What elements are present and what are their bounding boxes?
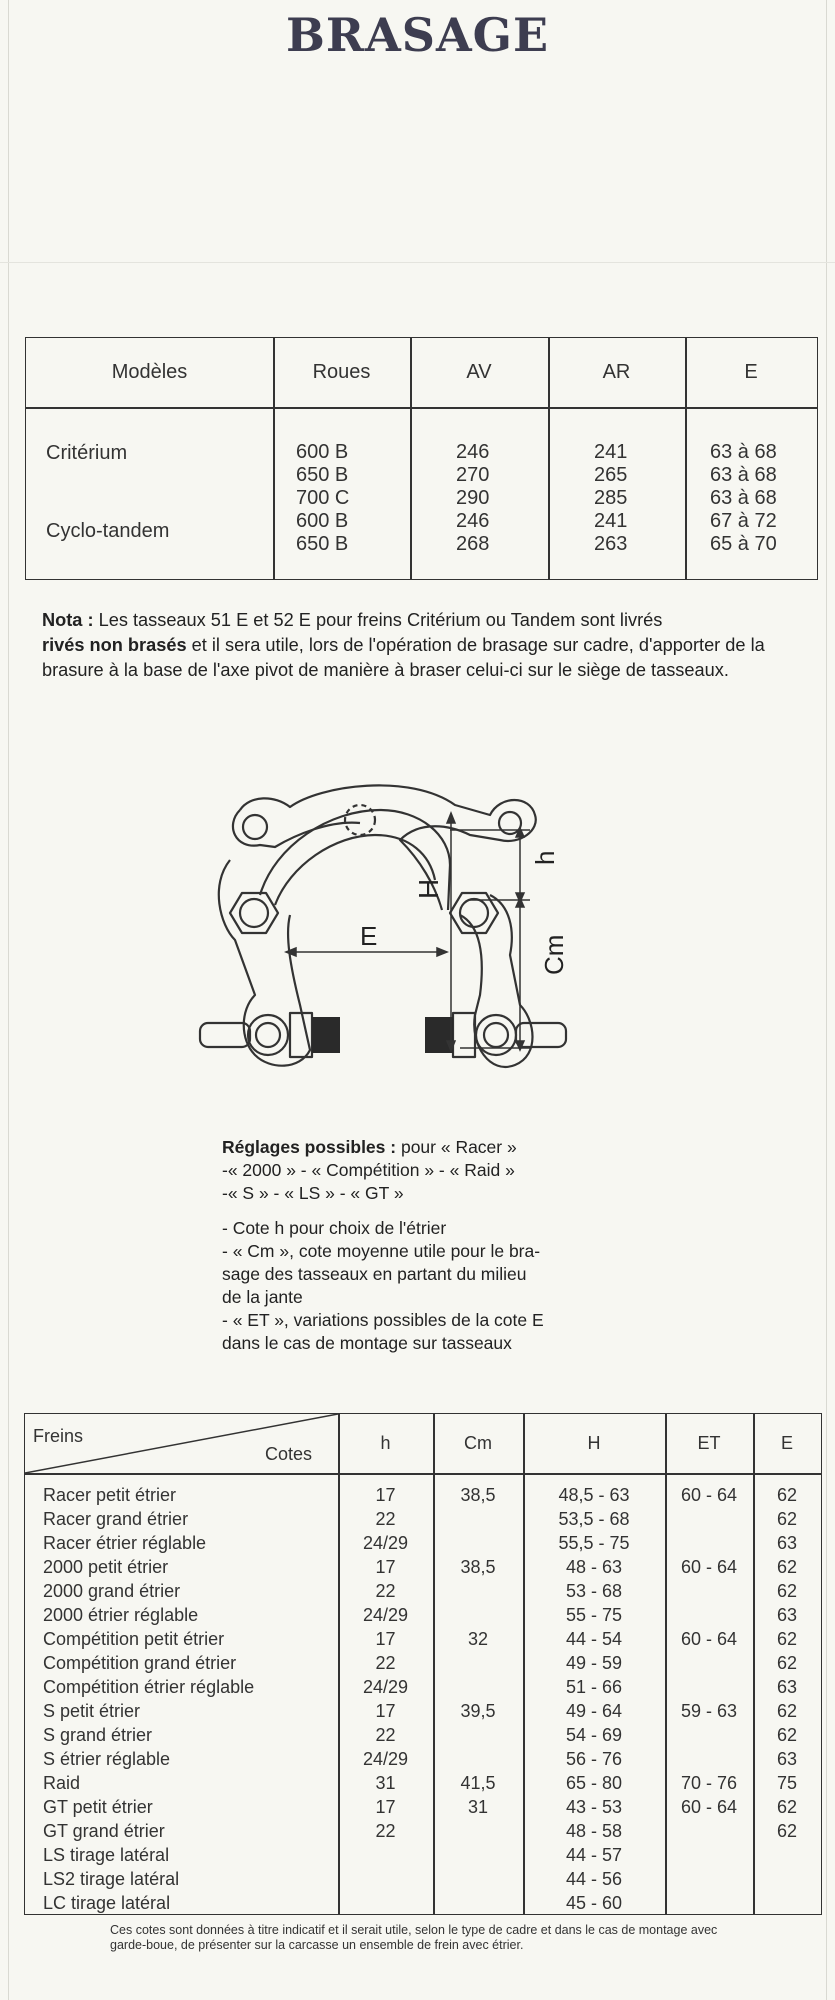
table-cell: 53 - 68 (565, 1581, 623, 1601)
label-h: h (530, 850, 560, 865)
table-cell: 55,5 - 75 (558, 1533, 630, 1553)
table-cell (433, 1651, 523, 1675)
table-cell (665, 1891, 753, 1915)
reglages-item-1: - Cote h pour choix de l'étrier (222, 1218, 447, 1238)
table-cell: 62 (776, 1485, 798, 1505)
table-cell: 62 (776, 1509, 798, 1529)
table-cell: 62 (776, 1653, 798, 1673)
reglages-item-2a: - « Cm », cote moyenne utile pour le bra- (222, 1241, 541, 1261)
header-h: h (380, 1433, 391, 1453)
table-cell: 56 - 76 (565, 1749, 623, 1769)
table-cell: 65 à 70 (710, 533, 777, 555)
table-cell: LC tirage latéral (43, 1893, 171, 1913)
table-cell: 38,5 (460, 1557, 496, 1577)
table-cell (665, 1867, 753, 1891)
right-shoe-bolt-inner (484, 1023, 508, 1047)
table-cell: 62 (776, 1797, 798, 1817)
column-cm (433, 1483, 523, 1915)
right-brake-pad (425, 1017, 453, 1053)
table-cell: 48 - 63 (565, 1557, 623, 1577)
table-cell: 59 - 63 (680, 1701, 738, 1721)
nota-text-2: et il sera utile, lors de l'opération de brasage sur cadre, d'apporter de la brasure à la base de l'axe pivot de manière à braser celui-ci sur le siège de tasseaux. (42, 635, 765, 680)
header-av: AV (466, 361, 492, 383)
brake-caliper-diagram (180, 765, 660, 1125)
page-edge-right (826, 0, 827, 2000)
table-cell (665, 1723, 753, 1747)
header-cm: Cm (464, 1433, 492, 1453)
table-cell: 246 (456, 510, 490, 532)
header-H: H (587, 1433, 601, 1453)
nota-text-1: Les tasseaux 51 E et 52 E pour freins Critérium ou Tandem sont livrés (93, 610, 663, 630)
table-cell: 62 (776, 1557, 798, 1577)
table-cell: 17 (375, 1797, 396, 1817)
table-cell (433, 1747, 523, 1771)
table-cell (665, 1747, 753, 1771)
table-cell: 63 à 68 (710, 487, 777, 509)
table-cell: 62 (776, 1821, 798, 1841)
table-cell: 63 (776, 1749, 798, 1769)
left-shoe-bolt-inner (256, 1023, 280, 1047)
right-nut-center (460, 899, 488, 927)
brake-dimensions-table (24, 1413, 822, 1915)
table-cell (665, 1507, 753, 1531)
table-cell (338, 1891, 433, 1915)
table-cell: 63 (776, 1677, 798, 1697)
table-cell (46, 492, 169, 518)
column-roues (296, 441, 349, 556)
header-e: E (780, 1433, 793, 1453)
label-Cm: Cm (539, 934, 569, 975)
right-shoe-holder (453, 1013, 475, 1057)
table-cell: 60 - 64 (680, 1797, 738, 1817)
reglages-item-3a: - « ET », variations possibles de la cote E (222, 1310, 544, 1330)
table-cell (433, 1843, 523, 1867)
header-e: E (744, 361, 758, 383)
column-e (710, 441, 777, 556)
reglages-title: Réglages possibles : (222, 1137, 397, 1157)
table-cell (46, 544, 169, 570)
table-cell: 62 (776, 1629, 798, 1649)
table-cell: 60 - 64 (680, 1629, 738, 1649)
nota-bold-text: rivés non brasés (42, 635, 187, 655)
table-cell: S étrier réglable (43, 1749, 171, 1769)
label-E: E (360, 921, 378, 951)
page-title: BRASAGE (285, 8, 550, 62)
wheel-dimensions-table (25, 337, 818, 580)
table-cell: 22 (375, 1509, 396, 1529)
left-shoe-nut (200, 1023, 250, 1047)
table-cell: Racer petit étrier (43, 1485, 177, 1505)
table-cell (433, 1723, 523, 1747)
left-brake-pad (312, 1017, 340, 1053)
table-cell: 290 (456, 487, 490, 509)
table-cell (433, 1891, 523, 1915)
table-cell: 39,5 (460, 1701, 496, 1721)
reglages-text (222, 1136, 642, 1355)
table-cell: 54 - 69 (565, 1725, 623, 1745)
table-cell: Racer grand étrier (43, 1509, 189, 1529)
table-cell (433, 1531, 523, 1555)
page-edge-left (8, 0, 9, 2000)
table-cell: S petit étrier (43, 1701, 141, 1721)
table-cell: 17 (375, 1557, 396, 1577)
table-cell (753, 1891, 821, 1915)
table-cell: 17 (375, 1485, 396, 1505)
table-cell: 241 (594, 441, 628, 463)
table-cell (433, 1507, 523, 1531)
table-cell: 45 - 60 (565, 1893, 623, 1913)
reglages-line-3: -« S » - « LS » - « GT » (222, 1183, 404, 1203)
table-cell: 44 - 57 (565, 1845, 623, 1865)
right-shoe-bolt (476, 1015, 516, 1055)
reglages-item-2b: sage des tasseaux en partant du milieu (222, 1264, 527, 1284)
column-et (665, 1483, 753, 1915)
table-cell: 700 C (296, 487, 350, 509)
table-cell: 241 (594, 510, 628, 532)
column-freins (43, 1483, 254, 1915)
table-cell: 270 (456, 464, 490, 486)
table-cell: 650 B (296, 464, 349, 486)
table-cell: 63 à 68 (710, 464, 777, 486)
table-cell: 24/29 (362, 1677, 409, 1697)
label-H: H (413, 878, 444, 899)
table-cell (665, 1843, 753, 1867)
table-cell: 63 (776, 1533, 798, 1553)
table-cell: 53,5 - 68 (558, 1509, 630, 1529)
table-cell: 49 - 64 (565, 1701, 623, 1721)
center-bolt (345, 805, 375, 835)
column-e (753, 1483, 821, 1915)
table-cell (753, 1843, 821, 1867)
table-cell: 44 - 56 (565, 1869, 623, 1889)
table-cell (665, 1603, 753, 1627)
table-cell: 51 - 66 (565, 1677, 623, 1697)
table-cell (665, 1531, 753, 1555)
table-cell (665, 1675, 753, 1699)
table-cell: LS tirage latéral (43, 1845, 170, 1865)
footnote: Ces cotes sont données à titre indicatif et il serait utile, selon le type de cadre et dans le cas de montage avec garde-boue, de présenter sur la carcasse un ensemble de frein avec étrier. (110, 1923, 718, 1952)
table-cell: Racer étrier réglable (43, 1533, 207, 1553)
column-H (523, 1483, 665, 1915)
left-nut-center (240, 899, 268, 927)
table-cell (433, 1579, 523, 1603)
table-cell: 285 (594, 487, 628, 509)
table-cell: 48 - 58 (565, 1821, 623, 1841)
table-cell: Compétition petit étrier (43, 1629, 225, 1649)
table-cell: 48,5 - 63 (558, 1485, 630, 1505)
table-cell: 650 B (296, 533, 349, 555)
table-cell: 63 à 68 (710, 441, 777, 463)
table-cell: Cyclo-tandem (46, 520, 170, 542)
table-cell: 263 (594, 533, 628, 555)
fold-line (0, 262, 835, 263)
table-cell: S grand étrier (43, 1725, 153, 1745)
reglages-line-2: -« 2000 » - « Compétition » - « Raid » (222, 1160, 515, 1180)
table-cell (338, 1867, 433, 1891)
table-cell: 65 - 80 (565, 1773, 623, 1793)
table-cell: 17 (375, 1701, 396, 1721)
table-cell: Compétition étrier réglable (43, 1677, 255, 1697)
table-cell: 2000 petit étrier (43, 1557, 169, 1577)
table-cell: 49 - 59 (565, 1653, 623, 1673)
table-cell: GT petit étrier (43, 1797, 153, 1817)
header-cotes: Cotes (265, 1444, 313, 1464)
mount-hole-left (243, 815, 267, 839)
table-cell (433, 1819, 523, 1843)
table-cell: 43 - 53 (565, 1797, 623, 1817)
arrow-head (447, 813, 455, 823)
table-cell: 63 (776, 1605, 798, 1625)
table-cell: 60 - 64 (680, 1485, 738, 1505)
table-cell: 2000 grand étrier (43, 1581, 181, 1601)
table-cell: Compétition grand étrier (43, 1653, 237, 1673)
table-cell: Raid (43, 1773, 81, 1793)
caliper-left-body (219, 860, 310, 1066)
table-cell: GT grand étrier (43, 1821, 165, 1841)
table-cell: 75 (776, 1773, 798, 1793)
nota-label: Nota : (42, 610, 94, 630)
table-cell (433, 1675, 523, 1699)
table-cell: 67 à 72 (710, 510, 777, 532)
caliper-inner-arch-2 (275, 835, 435, 905)
table-cell: 31 (375, 1773, 396, 1793)
nota-paragraph (42, 608, 812, 683)
table-cell: 62 (776, 1701, 798, 1721)
header-modeles: Modèles (111, 361, 188, 383)
table-cell: 55 - 75 (565, 1605, 623, 1625)
table-cell (46, 466, 169, 492)
table-cell: 41,5 (460, 1773, 496, 1793)
header-roues: Roues (312, 361, 371, 383)
table-cell: 17 (375, 1629, 396, 1649)
table-cell: 62 (776, 1581, 798, 1601)
column-h (338, 1483, 433, 1915)
caliper-outer-arch (240, 785, 536, 910)
column-modeles (46, 440, 169, 570)
table-cell: 246 (456, 441, 490, 463)
header-ar: AR (602, 361, 631, 383)
table-cell (338, 1843, 433, 1867)
table-cell: 44 - 54 (565, 1629, 623, 1649)
reglages-line-1: pour « Racer » (396, 1137, 517, 1157)
column-ar (594, 441, 627, 556)
table-cell (753, 1867, 821, 1891)
table-cell (433, 1603, 523, 1627)
table-cell: 600 B (296, 510, 349, 532)
table-cell: 2000 étrier réglable (43, 1605, 199, 1625)
table-cell: 60 - 64 (680, 1557, 738, 1577)
table-header-divider (26, 407, 817, 409)
table-cell: 24/29 (362, 1533, 409, 1553)
table-cell: 32 (467, 1629, 489, 1649)
table-cell: 24/29 (362, 1605, 409, 1625)
table-cell (665, 1651, 753, 1675)
table-cell (665, 1819, 753, 1843)
arrow-head (286, 948, 296, 956)
table-cell: 600 B (296, 441, 349, 463)
reglages-item-2c: de la jante (222, 1287, 303, 1307)
table-cell: 70 - 76 (680, 1773, 738, 1793)
table-cell: 22 (375, 1653, 396, 1673)
table-cell (665, 1579, 753, 1603)
header-freins: Freins (33, 1426, 84, 1446)
table-cell: 268 (456, 533, 490, 555)
table-cell: 22 (375, 1581, 396, 1601)
table-cell: 38,5 (460, 1485, 496, 1505)
arrow-head (437, 948, 447, 956)
table-cell: LS2 tirage latéral (43, 1869, 180, 1889)
table-cell: 22 (375, 1821, 396, 1841)
table-cell: 24/29 (362, 1749, 409, 1769)
table-cell: 22 (375, 1725, 396, 1745)
table-cell: Critérium (46, 442, 128, 464)
table-cell: 31 (467, 1797, 489, 1817)
header-et: ET (697, 1433, 721, 1453)
table-cell (433, 1867, 523, 1891)
table-cell: 265 (594, 464, 628, 486)
left-shoe-bolt (248, 1015, 288, 1055)
table-cell: 62 (776, 1725, 798, 1745)
table-header-divider (25, 1473, 821, 1475)
reglages-item-3b: dans le cas de montage sur tasseaux (222, 1333, 512, 1353)
column-av (456, 441, 489, 556)
